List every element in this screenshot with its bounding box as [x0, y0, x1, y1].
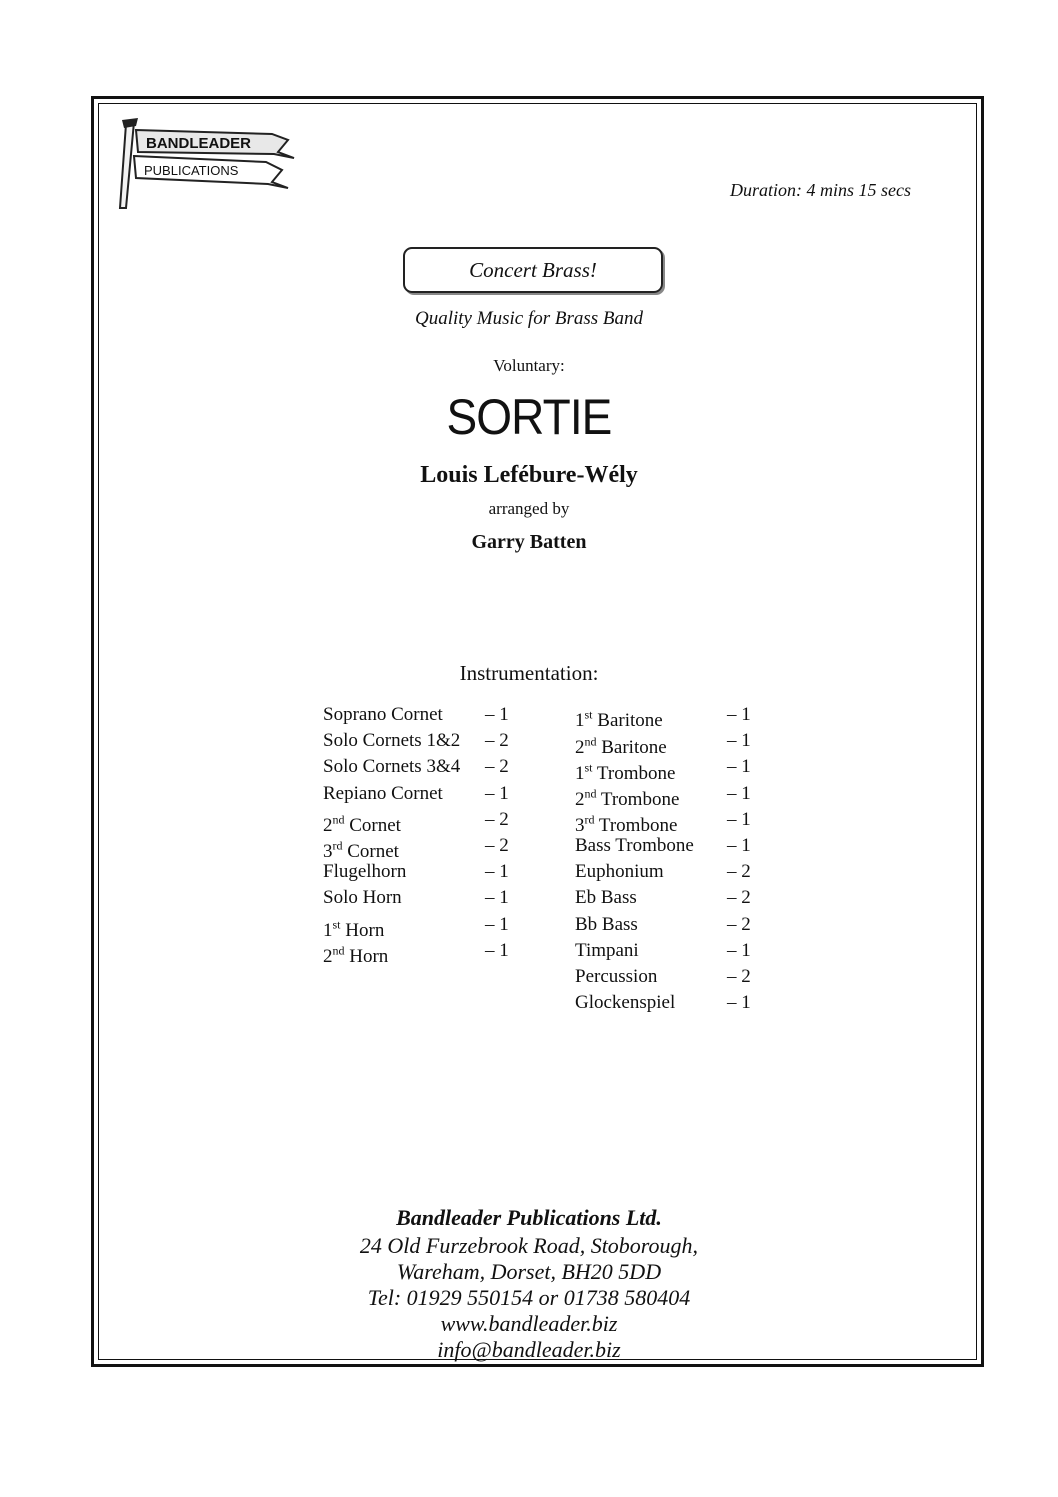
instrument-row: [323, 754, 523, 780]
instrument-quantity: – 1: [727, 939, 751, 961]
instrument-quantity: – 1: [727, 730, 751, 752]
instrument-quantity: – 1: [485, 887, 509, 909]
instrument-row: [323, 833, 523, 863]
instrument-quantity: – 1: [485, 913, 509, 935]
series-badge: Concert Brass!: [403, 247, 663, 293]
instrument-row: [323, 885, 523, 911]
instrument-name: 2nd Baritone: [575, 734, 667, 758]
instrument-row: [323, 781, 523, 807]
instrument-quantity: – 1: [485, 704, 509, 725]
instrument-name: 2nd Cornet: [323, 812, 401, 837]
instrument-quantity: – 1: [727, 808, 751, 830]
instrument-name: 2nd Trombone: [575, 786, 680, 810]
instrument-row: [575, 833, 765, 859]
instrument-name: 3rd Cornet: [323, 838, 399, 863]
tagline: Quality Music for Brass Band: [415, 308, 643, 329]
instrument-row: [575, 807, 765, 837]
instrument-name: Eb Bass: [575, 887, 637, 909]
instrument-quantity: – 1: [485, 861, 509, 883]
instrument-row: [575, 964, 765, 990]
instrument-quantity: – 2: [727, 861, 751, 883]
publisher-telephone: Tel: 01929 550154 or 01738 580404: [367, 1285, 691, 1310]
publisher-email[interactable]: info@bandleader.biz: [437, 1337, 621, 1362]
instrumentation-right-column: [575, 702, 765, 1016]
logo-line2: PUBLICATIONS: [144, 163, 239, 178]
instrument-name: Bass Trombone: [575, 834, 694, 856]
form-label: Voluntary:: [493, 356, 565, 375]
instrument-quantity: – 2: [727, 887, 751, 909]
logo-line1: BANDLEADER: [146, 135, 251, 152]
instrument-row: [575, 781, 765, 810]
instrument-row: [575, 938, 765, 964]
composer: Louis Lefébure-Wély: [420, 462, 638, 488]
instrument-quantity: – 2: [485, 834, 509, 856]
instrument-row: [575, 754, 765, 784]
publisher-address-1: 24 Old Furzebrook Road, Stoborough,: [359, 1233, 699, 1258]
instrument-quantity: – 1: [485, 782, 509, 804]
instrumentation-left-column: [323, 702, 523, 968]
instrument-name: Solo Cornets 1&2: [323, 730, 461, 752]
instrument-name: Repiano Cornet: [323, 782, 443, 804]
instrument-name: Flugelhorn: [323, 861, 407, 883]
duration: Duration: 4 mins 15 secs: [730, 180, 911, 200]
instrument-row: [575, 990, 765, 1016]
instrument-name: Solo Horn: [323, 887, 402, 909]
instrument-quantity: – 2: [485, 808, 509, 830]
instrument-quantity: – 1: [727, 992, 751, 1014]
bandleader-logo: [112, 112, 312, 212]
instrument-quantity: – 1: [727, 834, 751, 856]
instrument-quantity: – 1: [485, 939, 509, 961]
instrument-quantity: – 1: [727, 704, 751, 725]
instrument-name: Euphonium: [575, 861, 664, 883]
instrument-name: Timpani: [575, 939, 639, 961]
instrument-row: [323, 938, 523, 968]
arranged-by-label: arranged by: [488, 499, 570, 518]
instrument-row: [575, 859, 765, 885]
instrument-name: Percussion: [575, 965, 658, 987]
instrument-row: [323, 859, 523, 885]
instrument-row: [575, 728, 765, 758]
arranger: Garry Batten: [471, 531, 587, 553]
instrument-quantity: – 1: [727, 756, 751, 778]
instrument-row: [575, 885, 765, 911]
instrument-name: 1st Trombone: [575, 760, 676, 784]
instrument-name: 2nd Horn: [323, 943, 389, 968]
instrument-row: [575, 912, 765, 938]
instrument-name: Solo Cornets 3&4: [323, 756, 461, 778]
instrument-row: [323, 702, 523, 728]
instrument-quantity: – 2: [485, 756, 509, 778]
publisher-name: Bandleader Publications Ltd.: [396, 1205, 662, 1230]
instrument-row: [323, 728, 523, 754]
instrument-quantity: – 2: [727, 965, 751, 987]
publisher-website[interactable]: www.bandleader.biz: [440, 1311, 618, 1336]
instrument-name: Glockenspiel: [575, 992, 676, 1014]
instrument-quantity: – 2: [727, 913, 751, 935]
instrument-name: 1st Baritone: [575, 708, 663, 732]
instrument-row: [575, 702, 765, 732]
instrument-name: 1st Horn: [323, 917, 385, 941]
piece-title: SORTIE: [446, 389, 612, 445]
instrument-name: Bb Bass: [575, 913, 638, 935]
instrument-row: [323, 807, 523, 837]
publisher-address-2: Wareham, Dorset, BH20 5DD: [396, 1259, 662, 1284]
instrument-quantity: – 2: [485, 730, 509, 752]
instrument-quantity: – 1: [727, 782, 751, 804]
instrument-row: [323, 912, 523, 941]
instrument-name: 3rd Trombone: [575, 812, 678, 837]
instrumentation-heading: Instrumentation:: [459, 661, 599, 685]
instrument-name: Soprano Cornet: [323, 704, 443, 725]
